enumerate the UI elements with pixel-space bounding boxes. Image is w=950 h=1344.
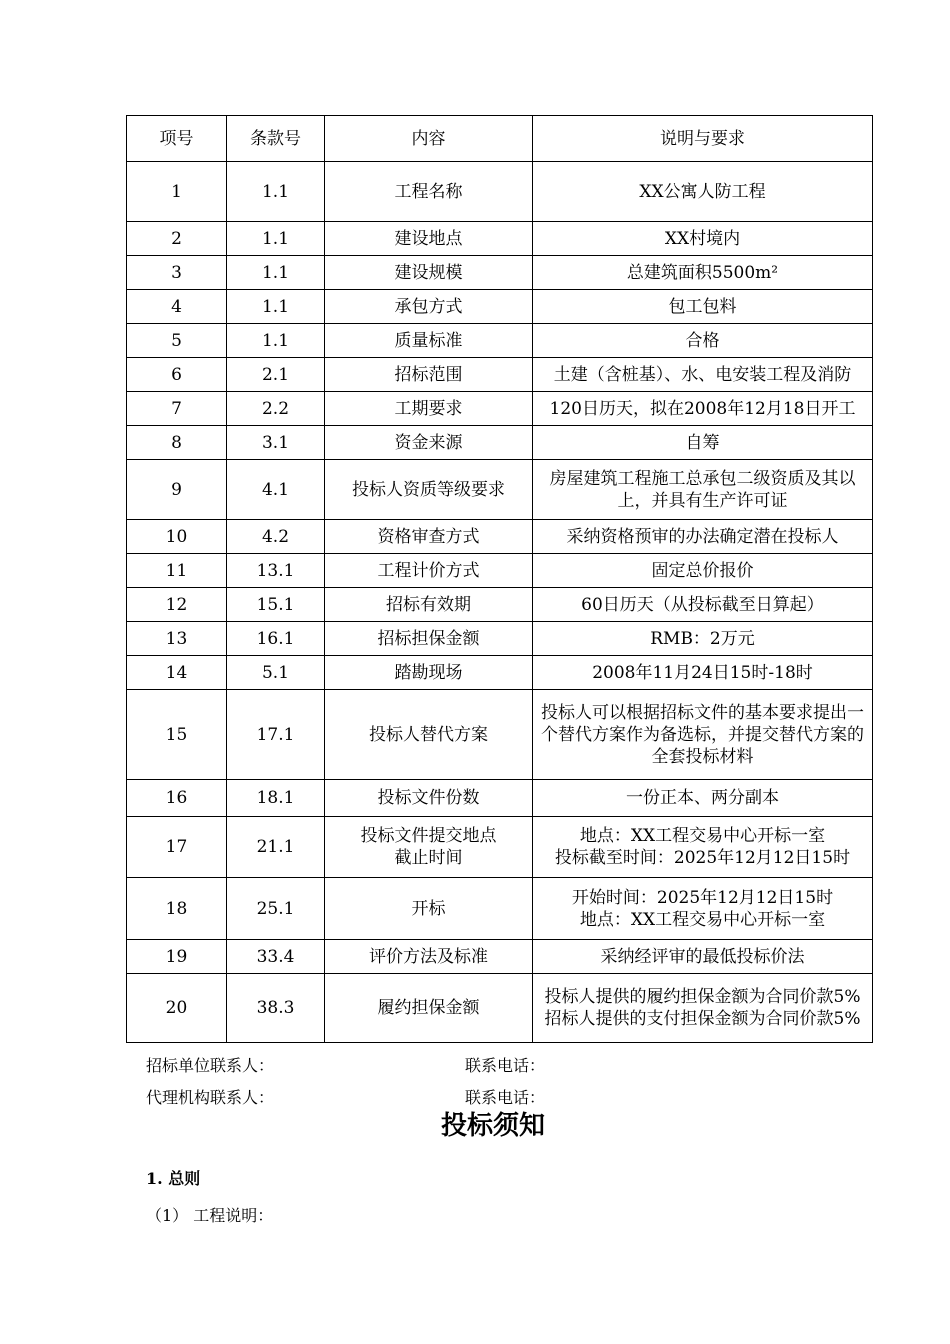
- cell-clause-no: 4.1: [227, 460, 325, 520]
- cell-clause-no: 1.1: [227, 324, 325, 358]
- header-clause-no: 条款号: [227, 116, 325, 162]
- table-row: [127, 460, 873, 520]
- table-row: [127, 940, 873, 974]
- cell-content: 资金来源: [325, 426, 533, 460]
- cell-content: 质量标准: [325, 324, 533, 358]
- table-row: [127, 520, 873, 554]
- cell-content: 履约担保金额: [325, 974, 533, 1043]
- cell-clause-no: 13.1: [227, 554, 325, 588]
- cell-clause-no: 21.1: [227, 817, 325, 878]
- cell-content: 工程名称: [325, 162, 533, 222]
- cell-clause-no: 2.1: [227, 358, 325, 392]
- cell-item-no: 13: [127, 622, 227, 656]
- cell-item-no: 15: [127, 690, 227, 780]
- cell-item-no: 1: [127, 162, 227, 222]
- cell-item-no: 8: [127, 426, 227, 460]
- cell-content: 建设规模: [325, 256, 533, 290]
- table-row: [127, 162, 873, 222]
- cell-description: XX村境内: [533, 222, 873, 256]
- cell-description: 投标人可以根据招标文件的基本要求提出一个替代方案作为备选标，并提交替代方案的全套投标材料: [533, 690, 873, 780]
- cell-item-no: 14: [127, 656, 227, 690]
- cell-content: 建设地点: [325, 222, 533, 256]
- cell-content: 工程计价方式: [325, 554, 533, 588]
- cell-description: 自筹: [533, 426, 873, 460]
- table-row: [127, 222, 873, 256]
- table-row: [127, 817, 873, 878]
- header-item-no: 项号: [127, 116, 227, 162]
- cell-item-no: 12: [127, 588, 227, 622]
- cell-description: 地点：XX工程交易中心开标一室 投标截至时间：2025年12月12日15时: [533, 817, 873, 878]
- table-row: [127, 256, 873, 290]
- cell-clause-no: 1.1: [227, 222, 325, 256]
- cell-item-no: 6: [127, 358, 227, 392]
- table-row: [127, 780, 873, 817]
- cell-item-no: 4: [127, 290, 227, 324]
- cell-item-no: 19: [127, 940, 227, 974]
- subsection-project-description: （1） 工程说明：: [146, 1206, 274, 1225]
- cell-description: 房屋建筑工程施工总承包二级资质及其以上，并具有生产许可证: [533, 460, 873, 520]
- cell-description: 总建筑面积5500m²: [533, 256, 873, 290]
- cell-content: 开标: [325, 878, 533, 940]
- cell-item-no: 2: [127, 222, 227, 256]
- cell-item-no: 9: [127, 460, 227, 520]
- section-heading: 投标须知: [440, 1111, 545, 1141]
- table-body: [127, 162, 873, 1043]
- cell-content: 踏勘现场: [325, 656, 533, 690]
- header-content: 内容: [325, 116, 533, 162]
- cell-description: XX公寓人防工程: [533, 162, 873, 222]
- table-row: [127, 358, 873, 392]
- table-row: [127, 392, 873, 426]
- cell-clause-no: 38.3: [227, 974, 325, 1043]
- cell-clause-no: 1.1: [227, 162, 325, 222]
- agency-phone-label: 联系电话：: [465, 1088, 546, 1107]
- tenderer-contact-label: 招标单位联系人：: [146, 1056, 275, 1075]
- table-row: [127, 290, 873, 324]
- cell-content: 投标文件提交地点 截止时间: [325, 817, 533, 878]
- cell-description: 固定总价报价: [533, 554, 873, 588]
- cell-content: 资格审查方式: [325, 520, 533, 554]
- table-row: [127, 974, 873, 1043]
- cell-description: 120日历天，拟在2008年12月18日开工: [533, 392, 873, 426]
- table-row: [127, 554, 873, 588]
- cell-clause-no: 18.1: [227, 780, 325, 817]
- agency-contact-label: 代理机构联系人：: [146, 1088, 275, 1107]
- cell-description: 投标人提供的履约担保金额为合同价款5% 招标人提供的支付担保金额为合同价款5%: [533, 974, 873, 1043]
- cell-clause-no: 17.1: [227, 690, 325, 780]
- cell-description: RMB：2万元: [533, 622, 873, 656]
- cell-item-no: 16: [127, 780, 227, 817]
- cell-description: 合格: [533, 324, 873, 358]
- cell-content: 投标人资质等级要求: [325, 460, 533, 520]
- cell-item-no: 7: [127, 392, 227, 426]
- cell-clause-no: 4.2: [227, 520, 325, 554]
- cell-clause-no: 16.1: [227, 622, 325, 656]
- table-row: [127, 588, 873, 622]
- cell-content: 招标担保金额: [325, 622, 533, 656]
- cell-clause-no: 15.1: [227, 588, 325, 622]
- cell-item-no: 18: [127, 878, 227, 940]
- cell-description: 60日历天（从投标截至日算起）: [533, 588, 873, 622]
- cell-content: 工期要求: [325, 392, 533, 426]
- cell-content: 投标人替代方案: [325, 690, 533, 780]
- table-header-row: [127, 116, 873, 162]
- cell-description: 开始时间：2025年12月12日15时 地点：XX工程交易中心开标一室: [533, 878, 873, 940]
- cell-item-no: 20: [127, 974, 227, 1043]
- cell-item-no: 10: [127, 520, 227, 554]
- cell-clause-no: 1.1: [227, 290, 325, 324]
- cell-item-no: 17: [127, 817, 227, 878]
- cell-content: 评价方法及标准: [325, 940, 533, 974]
- table-row: [127, 656, 873, 690]
- cell-description: 采纳资格预审的办法确定潜在投标人: [533, 520, 873, 554]
- cell-description: 土建（含桩基）、水、电安装工程及消防: [533, 358, 873, 392]
- tenderer-phone-label: 联系电话：: [465, 1056, 546, 1075]
- cell-description: 2008年11月24日15时-18时: [533, 656, 873, 690]
- section-title-general: 1. 总则: [146, 1169, 201, 1188]
- cell-description: 采纳经评审的最低投标价法: [533, 940, 873, 974]
- cell-description: 一份正本、两分副本: [533, 780, 873, 817]
- header-description: 说明与要求: [533, 116, 873, 162]
- cell-item-no: 5: [127, 324, 227, 358]
- cell-description: 包工包料: [533, 290, 873, 324]
- table-row: [127, 426, 873, 460]
- table-row: [127, 622, 873, 656]
- cell-content: 招标有效期: [325, 588, 533, 622]
- cell-content: 招标范围: [325, 358, 533, 392]
- cell-content: 承包方式: [325, 290, 533, 324]
- cell-clause-no: 3.1: [227, 426, 325, 460]
- bidding-data-table: [126, 115, 873, 1043]
- table-row: [127, 690, 873, 780]
- table-row: [127, 878, 873, 940]
- cell-clause-no: 25.1: [227, 878, 325, 940]
- cell-clause-no: 33.4: [227, 940, 325, 974]
- cell-clause-no: 2.2: [227, 392, 325, 426]
- cell-clause-no: 5.1: [227, 656, 325, 690]
- cell-clause-no: 1.1: [227, 256, 325, 290]
- cell-content: 投标文件份数: [325, 780, 533, 817]
- cell-item-no: 11: [127, 554, 227, 588]
- cell-item-no: 3: [127, 256, 227, 290]
- table-row: [127, 324, 873, 358]
